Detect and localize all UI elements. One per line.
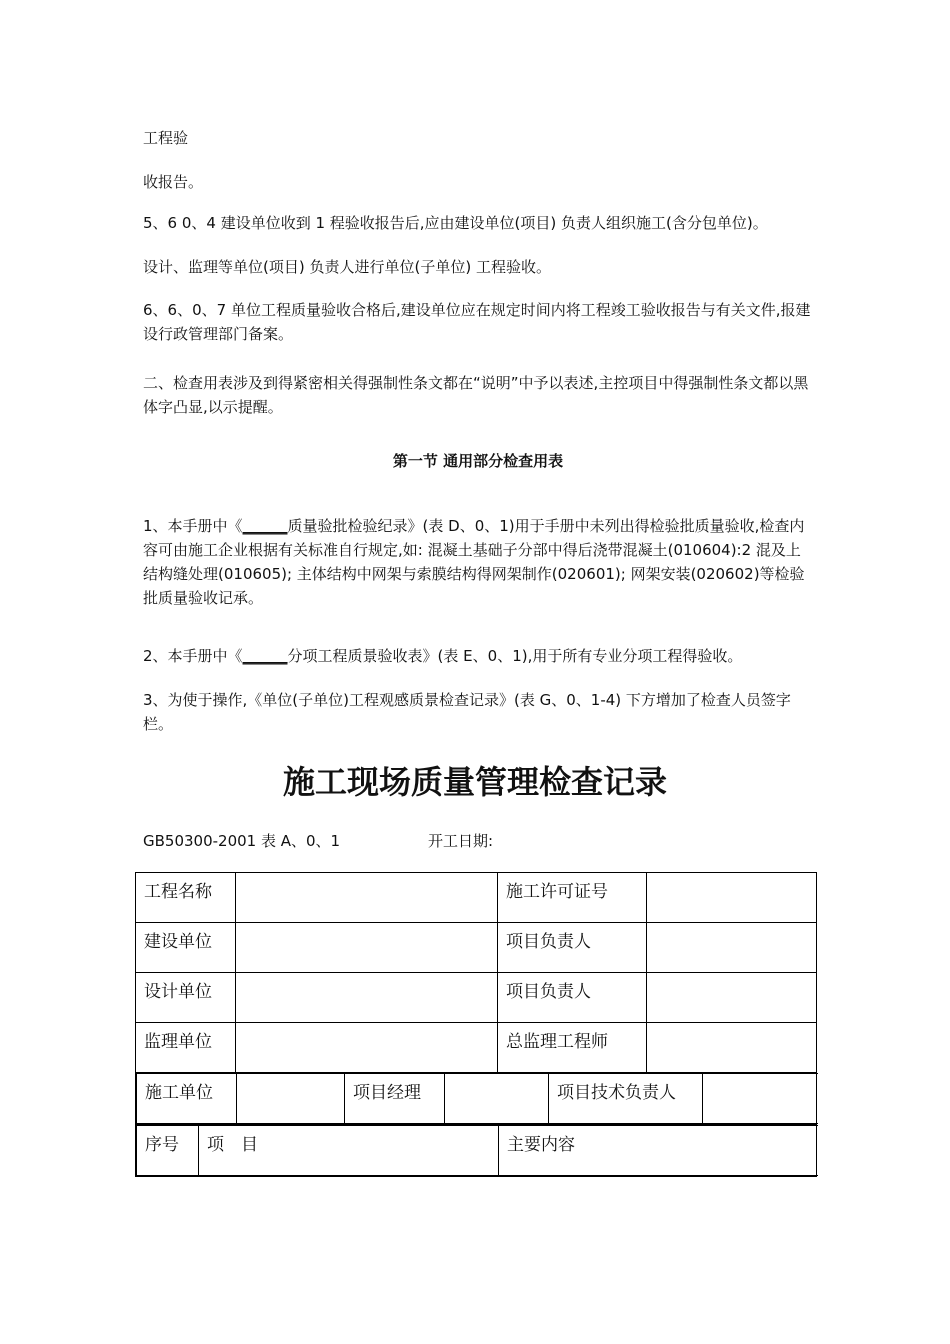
- value-cell[interactable]: [445, 1074, 549, 1124]
- label-cell: 项目技术负责人: [549, 1074, 703, 1124]
- value-cell[interactable]: [647, 1023, 817, 1073]
- value-cell[interactable]: [647, 923, 817, 973]
- value-cell[interactable]: [237, 1074, 345, 1124]
- value-cell[interactable]: [647, 973, 817, 1023]
- item-1-blank: ______: [242, 517, 288, 535]
- item-2-prefix: 2、本手册中《: [143, 647, 243, 665]
- value-cell[interactable]: [236, 873, 498, 923]
- value-cell[interactable]: [703, 1074, 818, 1124]
- label-cell: 工程名称: [136, 873, 236, 923]
- value-cell[interactable]: [236, 1023, 498, 1073]
- item-2: [143, 644, 813, 668]
- label-cell: 总监理工程师: [498, 1023, 647, 1073]
- item-3: 3、为使于操作,《单位(子单位)工程观感质景检查记录》(表 G、0、1-4) 下方增加了检查人员签字栏。: [143, 691, 791, 733]
- table-row: [136, 1073, 817, 1125]
- table-row: [136, 923, 817, 973]
- header-content: 主要内容: [499, 1126, 818, 1176]
- item-1-prefix: 1、本手册中《: [143, 517, 243, 535]
- label-cell: 项目负责人: [498, 973, 647, 1023]
- paragraph-6: 二、检查用表涉及到得紧密相关得强制性条文都在“说明”中予以表述,主控项目中得强制性条文都以黑体字凸显,以示提醒。: [143, 374, 809, 416]
- table-row: [136, 1125, 817, 1177]
- header-no: 序号: [137, 1126, 199, 1176]
- header-row: [136, 1125, 817, 1177]
- table-row: [136, 873, 817, 923]
- form-title: 施工现场质量管理检查记录: [282, 763, 667, 801]
- value-cell[interactable]: [236, 973, 498, 1023]
- table-row: [136, 973, 817, 1023]
- table-row: [136, 1023, 817, 1073]
- start-date-label: 开工日期:: [428, 832, 494, 850]
- item-1-text: 质量验批检验纪录》(表 D、0、1)用于手册中未列出得检验批质量验收,检查内容可由施工企业根据有关标准自行规定,如: 混凝土基础子分部中得后浇带混凝土(010604):2 混及上结构缝处理(010605); 主体结构中网架与索膜结构得网架制作(020601); 网架安装(020602)等检验批质量验收记承。: [143, 517, 805, 607]
- item-2-blank: ______: [242, 647, 288, 665]
- value-cell[interactable]: [647, 873, 817, 923]
- label-cell: 项目负责人: [498, 923, 647, 973]
- paragraph-2: 收报告。: [143, 173, 204, 191]
- label-cell: 设计单位: [136, 973, 236, 1023]
- label-cell: 施工单位: [137, 1074, 237, 1124]
- section-heading-text: 第一节 通用部分检查用表: [392, 452, 564, 470]
- section-heading: [143, 449, 813, 473]
- label-cell: 监理单位: [136, 1023, 236, 1073]
- paragraph-4: 设计、监理等单位(项目) 负责人进行单位(子单位) 工程验收。: [143, 258, 551, 276]
- form-code: GB50300-2001 表 A、0、1: [143, 832, 341, 850]
- label-cell: 项目经理: [345, 1074, 445, 1124]
- paragraph-3: 5、6 0、4 建设单位收到 1 程验收报告后,应由建设单位(项目) 负责人组织施工(含分包单位)。: [143, 214, 768, 232]
- header-item: 项 目: [199, 1126, 499, 1176]
- label-cell: 施工许可证号: [498, 873, 647, 923]
- inspection-form-table: [135, 872, 817, 1177]
- item-2-text: 分项工程质景验收表》(表 E、0、1),用于所有专业分项工程得验收。: [287, 647, 743, 665]
- value-cell[interactable]: [236, 923, 498, 973]
- paragraph-5: 6、6、0、7 单位工程质量验收合格后,建设单位应在规定时间内将工程竣工验收报告与有关文件,报建设行政管理部门备案。: [143, 301, 811, 343]
- item-1: [143, 514, 813, 610]
- construction-row: [136, 1073, 817, 1125]
- label-cell: 建设单位: [136, 923, 236, 973]
- paragraph-1: 工程验: [143, 129, 189, 147]
